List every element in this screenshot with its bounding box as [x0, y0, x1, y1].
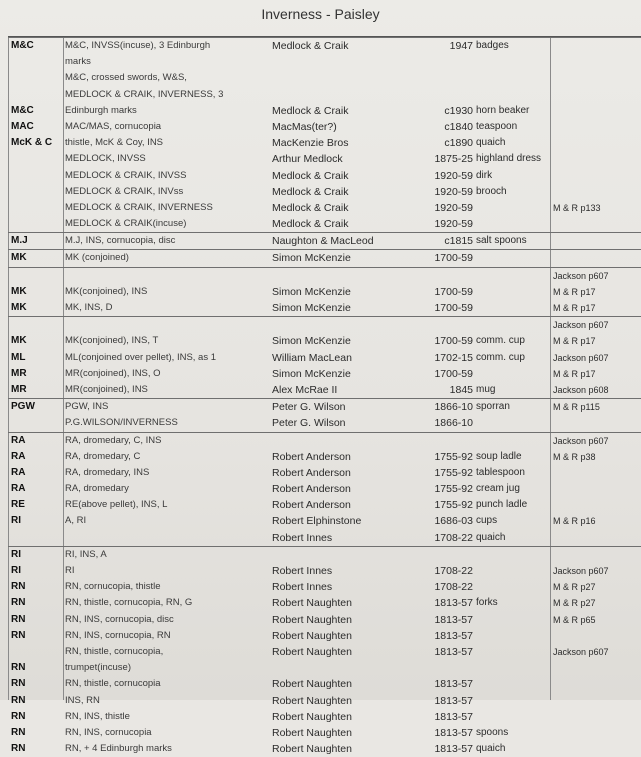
- cell-item: highland dress: [476, 153, 542, 165]
- cell-date: 1920-59: [434, 185, 473, 198]
- cell-date: c1840: [444, 120, 473, 133]
- cell-desc: RN, INS, cornucopia, RN: [65, 629, 171, 641]
- cell-ref: Jackson p608: [553, 384, 609, 395]
- table-row: [8, 87, 641, 103]
- cell-code: RN: [11, 710, 26, 722]
- cell-ref: Jackson p607: [553, 435, 609, 446]
- table-row: [8, 168, 641, 184]
- cell-desc: MEDLOCK & CRAIK, INVSS: [65, 169, 187, 181]
- cell-maker: Robert Elphinstone: [272, 515, 362, 528]
- cell-maker: Medlock & Craik: [272, 185, 349, 198]
- cell-date: 1813-57: [434, 645, 473, 658]
- cell-desc: RN, INS, cornucopia, disc: [65, 613, 174, 625]
- cell-item: spoons: [476, 726, 509, 738]
- cell-desc: PGW, INS: [65, 401, 109, 413]
- cell-desc: RI: [65, 565, 75, 576]
- cell-desc: M.J, INS, cornucopia, disc: [65, 235, 176, 247]
- cell-date: 1708-22: [434, 581, 473, 594]
- cell-maker: Simon McKenzie: [272, 285, 351, 298]
- cell-code: McK & C: [11, 137, 53, 149]
- cell-maker: Medlock & Craik: [272, 40, 349, 52]
- cell-item: cream jug: [476, 483, 520, 495]
- cell-code: RN: [11, 743, 26, 755]
- cell-item: comm. cup: [476, 335, 525, 347]
- cell-code: M&C: [11, 40, 34, 51]
- cell-maker: Robert Naughten: [272, 726, 352, 739]
- cell-date: 1866-10: [434, 417, 473, 430]
- table-row: [8, 676, 641, 692]
- table-row: [8, 200, 641, 216]
- cell-ref: Jackson p607: [553, 646, 609, 657]
- table-row: [8, 398, 641, 415]
- cell-code: RN: [11, 694, 26, 706]
- cell-item: mug: [476, 383, 496, 395]
- table-row: [8, 249, 641, 266]
- cell-desc: RE(above pellet), INS, L: [65, 499, 168, 511]
- cell-code: RN: [11, 629, 26, 641]
- cell-desc: MR(conjoined), INS: [65, 383, 148, 395]
- cell-date: 1813-57: [434, 726, 473, 739]
- cell-desc: MEDLOCK, INVSS: [65, 153, 146, 165]
- cell-desc: A, RI: [65, 515, 87, 527]
- cell-maker: Robert Naughten: [272, 645, 352, 658]
- cell-code: RN: [11, 726, 26, 738]
- cell-maker: Robert Anderson: [272, 499, 351, 512]
- cell-maker: Simon McKenzie: [272, 335, 351, 348]
- cell-date: 1700-59: [434, 335, 473, 348]
- cell-item: quaich: [476, 137, 506, 149]
- cell-date: 1813-57: [434, 613, 473, 626]
- cell-code: M&C: [11, 104, 34, 116]
- cell-code: PGW: [11, 401, 35, 413]
- table-row: [8, 103, 641, 119]
- cell-ref: M & R p17: [553, 303, 596, 313]
- cell-date: 1708-22: [434, 531, 473, 544]
- table-row: [8, 579, 641, 595]
- cell-item: punch ladle: [476, 499, 528, 511]
- cell-desc: INS, RN: [65, 694, 100, 706]
- cell-maker: Robert Anderson: [272, 483, 351, 496]
- cell-item: salt spoons: [476, 235, 527, 247]
- cell-ref: M & R p38: [553, 451, 596, 462]
- cell-desc: RA, dromedary, INS: [65, 466, 150, 478]
- table-row: [8, 366, 641, 382]
- cell-maker: Robert Naughten: [272, 629, 352, 642]
- cell-code: MK: [11, 252, 27, 264]
- cell-desc: RN, thistle, cornucopia, RN, G: [65, 597, 193, 609]
- cell-ref: Jackson p607: [553, 352, 609, 363]
- cell-maker: Medlock & Craik: [272, 218, 349, 231]
- table-row: [8, 449, 641, 465]
- cell-ref: M & R p17: [553, 286, 596, 297]
- table-row: [8, 660, 641, 676]
- hallmark-table: [8, 36, 641, 757]
- cell-date: 1866-10: [434, 401, 473, 414]
- cell-code: MK: [11, 302, 27, 313]
- table-row: [8, 741, 641, 757]
- cell-maker: Robert Naughten: [272, 743, 352, 756]
- cell-date: 1920-59: [434, 169, 473, 182]
- table-row: [8, 563, 641, 579]
- cell-code: RA: [11, 483, 26, 495]
- cell-ref: M & R p17: [553, 336, 596, 347]
- cell-date: c1930: [444, 104, 473, 117]
- table-row: [8, 267, 641, 284]
- cell-ref: M & R p115: [553, 402, 600, 413]
- cell-maker: Simon McKenzie: [272, 367, 351, 380]
- cell-date: 1702-15: [434, 351, 473, 364]
- cell-desc: RA, dromedary, C: [65, 450, 141, 462]
- cell-date: c1890: [444, 137, 473, 150]
- cell-desc: MEDLOCK & CRAIK(incuse): [65, 218, 187, 230]
- table-row: [8, 300, 641, 316]
- cell-code: M.J: [11, 235, 28, 247]
- table-row: [8, 232, 641, 249]
- cell-desc: MK(conjoined), INS, T: [65, 335, 159, 347]
- cell-maker: Robert Naughten: [272, 613, 352, 626]
- cell-maker: Simon McKenzie: [272, 302, 351, 314]
- cell-item: tablespoon: [476, 466, 525, 478]
- cell-item: dirk: [476, 169, 493, 181]
- page-title: Inverness - Paisley: [261, 6, 380, 22]
- cell-date: 1813-57: [434, 597, 473, 610]
- cell-desc: RI, INS, A: [65, 548, 107, 560]
- table-row: [8, 530, 641, 546]
- cell-code: RN: [11, 678, 26, 690]
- cell-date: 1920-59: [434, 218, 473, 231]
- cell-code: RN: [11, 662, 26, 674]
- table-row: [8, 216, 641, 232]
- cell-item: forks: [476, 597, 498, 609]
- cell-desc: MK, INS, D: [65, 302, 113, 313]
- cell-maker: Robert Anderson: [272, 450, 351, 463]
- table-row: [8, 37, 641, 54]
- table-row: [8, 350, 641, 366]
- cell-date: 1755-92: [434, 450, 473, 463]
- cell-maker: Medlock & Craik: [272, 201, 349, 214]
- cell-ref: Jackson p607: [553, 270, 609, 281]
- cell-maker: Alex McRae II: [272, 383, 338, 396]
- table-row: [8, 135, 641, 151]
- cell-date: c1815: [444, 235, 473, 248]
- cell-desc: MR(conjoined), INS, O: [65, 367, 161, 379]
- cell-ref: M & R p133: [553, 202, 601, 213]
- cell-desc: RN, + 4 Edinburgh marks: [65, 743, 172, 755]
- cell-ref: M & R p16: [553, 516, 596, 527]
- cell-ref: Jackson p607: [553, 320, 609, 331]
- table-row: [8, 151, 641, 167]
- cell-date: 1755-92: [434, 466, 473, 479]
- cell-maker: Robert Naughten: [272, 710, 352, 723]
- cell-ref: M & R p17: [553, 368, 596, 379]
- table-row: [8, 432, 641, 449]
- cell-ref: Jackson p607: [553, 566, 609, 576]
- cell-item: cups: [476, 515, 498, 527]
- cell-date: 1686-03: [434, 515, 473, 528]
- cell-maker: MacKenzie Bros: [272, 137, 349, 150]
- cell-maker: Robert Naughten: [272, 597, 352, 610]
- cell-date: 1708-22: [434, 565, 473, 577]
- cell-item: sporran: [476, 401, 510, 413]
- cell-code: RE: [11, 499, 25, 511]
- table-row: [8, 415, 641, 431]
- cell-date: 1813-57: [434, 694, 473, 707]
- table-row: [8, 465, 641, 481]
- table-row: [8, 70, 641, 86]
- cell-desc: MK(conjoined), INS: [65, 285, 148, 297]
- cell-code: RN: [11, 597, 26, 609]
- cell-desc: Edinburgh marks: [65, 104, 137, 116]
- cell-desc: RN, INS, thistle: [65, 710, 130, 722]
- cell-maker: Peter G. Wilson: [272, 401, 346, 414]
- cell-maker: Medlock & Craik: [272, 169, 349, 182]
- cell-desc: MEDLOCK & CRAIK, INVERNESS, 3: [65, 88, 224, 100]
- cell-code: RA: [11, 450, 26, 462]
- cell-date: 1813-57: [434, 629, 473, 642]
- cell-desc: M&C, crossed swords, W&S,: [65, 72, 187, 84]
- cell-maker: Robert Innes: [272, 581, 333, 594]
- cell-date: 1700-59: [434, 367, 473, 380]
- cell-code: RI: [11, 565, 21, 576]
- cell-desc: ML(conjoined over pellet), INS, as 1: [65, 351, 217, 363]
- cell-date: 1700-59: [434, 302, 473, 314]
- table-row: [8, 644, 641, 660]
- cell-ref: M & R p27: [553, 582, 596, 593]
- cell-maker: William MacLean: [272, 351, 352, 364]
- cell-code: MAC: [11, 120, 34, 132]
- cell-ref: M & R p65: [553, 614, 596, 625]
- cell-code: RA: [11, 434, 26, 446]
- table-row: [8, 184, 641, 200]
- cell-code: RI: [11, 548, 21, 560]
- cell-desc: M&C, INVSS(incuse), 3 Edinburgh: [65, 40, 211, 51]
- cell-date: 1700-59: [434, 285, 473, 298]
- cell-date: 1813-57: [434, 743, 473, 756]
- cell-maker: Robert Naughten: [272, 678, 352, 691]
- table-row: [8, 497, 641, 513]
- table-row: [8, 612, 641, 628]
- cell-code: MR: [11, 383, 27, 395]
- cell-desc: marks: [65, 56, 91, 68]
- cell-maker: MacMas(ter?): [272, 120, 337, 133]
- cell-item: quaich: [476, 743, 506, 755]
- cell-date: 1755-92: [434, 499, 473, 512]
- cell-item: comm. cup: [476, 351, 525, 363]
- cell-desc: RN, thistle, cornucopia,: [65, 645, 164, 657]
- cell-desc: RN, cornucopia, thistle: [65, 581, 161, 593]
- table-row: [8, 513, 641, 529]
- table-row: [8, 316, 641, 333]
- cell-maker: Robert Innes: [272, 565, 333, 577]
- table-row: [8, 595, 641, 611]
- cell-code: MR: [11, 367, 27, 379]
- cell-desc: MEDLOCK & CRAIK, INVERNESS: [65, 201, 213, 213]
- cell-desc: P.G.WILSON/INVERNESS: [65, 417, 178, 429]
- cell-code: MK: [11, 285, 27, 297]
- cell-maker: Simon McKenzie: [272, 252, 351, 265]
- cell-code: RI: [11, 515, 21, 527]
- cell-date: 1755-92: [434, 483, 473, 496]
- cell-desc: MEDLOCK & CRAIK, INVss: [65, 185, 184, 197]
- cell-date: 1875-25: [434, 153, 473, 166]
- cell-code: MK: [11, 335, 27, 347]
- cell-desc: thistle, McK & Coy, INS: [65, 137, 164, 149]
- table-row: [8, 628, 641, 644]
- cell-maker: Naughton & MacLeod: [272, 235, 374, 248]
- cell-item: quaich: [476, 531, 506, 543]
- cell-desc: MK (conjoined): [65, 252, 129, 264]
- cell-desc: RA, dromedary, C, INS: [65, 434, 162, 446]
- cell-date: 1947: [449, 40, 473, 52]
- table-row: [8, 709, 641, 725]
- cell-item: badges: [476, 40, 509, 51]
- table-row: [8, 693, 641, 709]
- cell-maker: Robert Innes: [272, 531, 333, 544]
- table-row: [8, 119, 641, 135]
- table-row: [8, 382, 641, 398]
- cell-maker: Robert Naughten: [272, 694, 352, 707]
- cell-desc: RN, thistle, cornucopia: [65, 678, 161, 690]
- table-row: [8, 725, 641, 741]
- table-row: [8, 481, 641, 497]
- cell-item: brooch: [476, 185, 507, 197]
- cell-desc: RA, dromedary: [65, 483, 129, 495]
- cell-code: RA: [11, 466, 26, 478]
- cell-code: RN: [11, 581, 26, 593]
- cell-desc: RN, INS, cornucopia: [65, 726, 152, 738]
- table-row: [8, 546, 641, 563]
- cell-date: 1700-59: [434, 252, 473, 265]
- cell-item: horn beaker: [476, 104, 530, 116]
- cell-date: 1920-59: [434, 201, 473, 214]
- cell-code: RN: [11, 613, 26, 625]
- cell-code: ML: [11, 351, 26, 363]
- cell-maker: Medlock & Craik: [272, 104, 349, 117]
- cell-maker: Peter G. Wilson: [272, 417, 346, 430]
- cell-desc: MAC/MAS, cornucopia: [65, 120, 162, 132]
- cell-maker: Arthur Medlock: [272, 153, 343, 166]
- table-row: [8, 333, 641, 349]
- cell-date: 1813-57: [434, 710, 473, 723]
- cell-maker: Robert Anderson: [272, 466, 351, 479]
- cell-item: soup ladle: [476, 450, 522, 462]
- cell-date: 1813-57: [434, 678, 473, 691]
- table-row: [8, 284, 641, 300]
- table-row: [8, 54, 641, 70]
- cell-desc: trumpet(incuse): [65, 662, 131, 674]
- cell-date: 1845: [449, 383, 473, 396]
- cell-item: teaspoon: [476, 120, 518, 132]
- cell-ref: M & R p27: [553, 598, 596, 609]
